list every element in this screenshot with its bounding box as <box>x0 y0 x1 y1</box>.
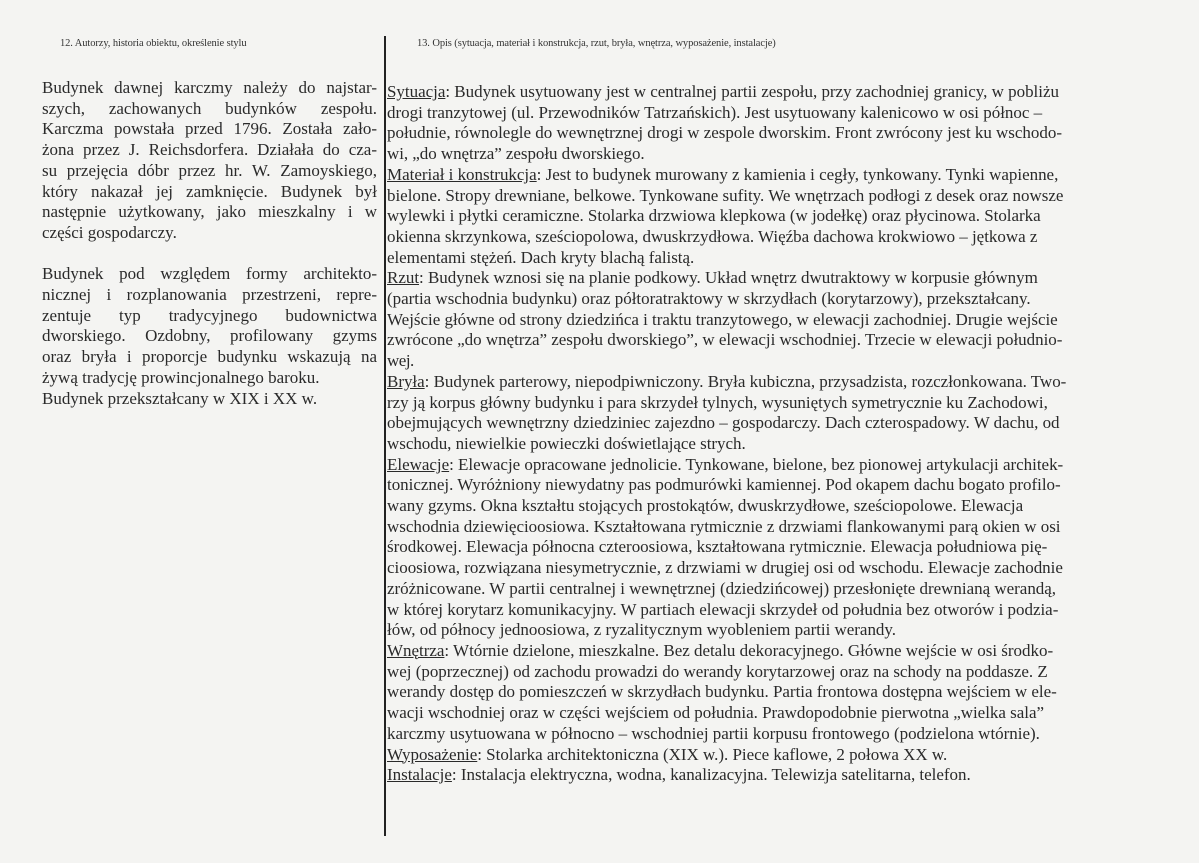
section-elewacje <box>387 455 1149 641</box>
section-text: drogi tranzytowej (ul. Przewodników Tatrzańskich). Jest usytuowany kalenicowo w osi północ – <box>387 102 1043 122</box>
text-line <box>387 351 1149 372</box>
text-line <box>387 745 1149 766</box>
section-wnętrza <box>387 641 1149 745</box>
section-text: : Budynek parterowy, niepodpiwniczony. Bryła kubiczna, przysadzista, rozczłonkowana. Two- <box>424 371 1067 391</box>
section-text: zwrócone „do wnętrza” zespołu dworskiego”, w elewacji wschodniej. Trzecie w elewacji południo- <box>387 330 1063 350</box>
text-line: szych, zachowanych budynków zespołu. <box>42 98 377 118</box>
section-text: werandy dostęp do pomieszczeń w skrzydłach budynku. Partia frontowa dostępna wejściem w ele- <box>387 682 1057 702</box>
section-text: obejmujących wewnętrzny dziedziniec zajezdno – gospodarczy. Dach czterospadowy. W dachu, od <box>387 413 1060 433</box>
section-label: Instalacje <box>387 765 452 785</box>
text-line <box>387 248 1149 269</box>
section-label: Wyposażenie <box>387 744 478 764</box>
text-line <box>387 82 1149 103</box>
text-line <box>387 579 1149 600</box>
right-column-header: 13. Opis (sytuacja, materiał i konstrukcja, rzut, bryła, wnętrza, wyposażenie, instalacje) <box>417 38 776 49</box>
section-materiał-i-konstrukcja <box>387 165 1149 269</box>
section-label: Sytuacja <box>387 82 446 101</box>
text-line <box>387 600 1149 621</box>
section-text: zróżnicowane. W partii centralnej i wewnętrznej (dziedzińcowej) przesłonięte drewnianą werandą, <box>387 578 1057 598</box>
history-paragraph <box>42 78 377 244</box>
section-text: w której korytarz komunikacyjny. W partiach elewacji skrzydeł od południa bez otworów i podzia- <box>387 599 1059 619</box>
section-text: : Budynek wznosi się na planie podkowy. Układ wnętrz dwutraktowy w korpusie głównym <box>419 268 1038 288</box>
style-paragraph <box>42 264 377 409</box>
section-wyposażenie <box>387 745 1149 766</box>
section-text: : Budynek usytuowany jest w centralnej partii zespołu, przy zachodniej granicy, w pobliżu <box>445 82 1059 101</box>
text-line <box>387 372 1149 393</box>
text-line <box>387 144 1149 165</box>
text-line: żywą tradycję prowincjonalnego baroku. <box>42 367 320 387</box>
section-rzut <box>387 268 1149 372</box>
section-text: Wejście główne od strony dziedzińca i traktu tranzytowego, w elewacji zachodniej. Drugie wejście <box>387 309 1058 329</box>
text-line: Budynek dawnej karczmy należy do najstar- <box>42 78 377 97</box>
text-line <box>387 413 1149 434</box>
section-bryła <box>387 372 1149 455</box>
section-label: Materiał i konstrukcja <box>387 164 537 184</box>
text-line <box>387 537 1149 558</box>
text-line: Budynek przekształcany w XIX i XX w. <box>42 388 318 408</box>
text-line <box>387 620 1149 641</box>
text-line: zentuje typ tradycyjnego budownictwa <box>42 305 377 325</box>
section-text: : Instalacja elektryczna, wodna, kanalizacyjna. Telewizja satelitarna, telefon. <box>451 765 971 785</box>
text-line: części gospodarczy. <box>42 222 177 242</box>
text-line <box>387 206 1149 227</box>
text-line <box>387 103 1149 124</box>
text-line <box>387 330 1149 351</box>
text-line <box>387 703 1149 724</box>
section-text: wschodu, niewielkie powieczki doświetlające strych. <box>387 433 746 453</box>
text-line: Karczma powstała przed 1796. Została zało- <box>42 119 377 139</box>
text-line <box>387 558 1149 579</box>
text-line: nicznej i rozplanowania przestrzeni, repre- <box>42 285 377 305</box>
section-text: wschodnia dziewięcioosiowa. Kształtowana rytmicznie z drzwiami flankowanymi parą okien w osi <box>387 516 1061 536</box>
text-line <box>387 165 1149 186</box>
text-line <box>387 434 1149 455</box>
text-line <box>387 496 1149 517</box>
section-text: tonicznej. Wyróżniony niewydatny pas podmurówki kamiennej. Pod okapem dachu bogato profilo- <box>387 475 1061 495</box>
text-line <box>387 289 1149 310</box>
section-text: : Elewacje opracowane jednolicie. Tynkowane, bielone, bez pionowej artykulacji architek- <box>449 454 1064 474</box>
section-text: środkowej. Elewacja północna czteroosiowa, kształtowana rytmicznie. Elewacja południowa pię- <box>387 537 1048 557</box>
section-text: południe, równolegle do wewnętrznej drogi w zespole dworskim. Front zwrócony jest ku wschodo- <box>387 123 1062 143</box>
text-line <box>387 475 1149 496</box>
left-column <box>42 78 377 409</box>
text-line <box>387 682 1149 703</box>
section-sytuacja <box>387 82 1149 165</box>
left-column-header: 12. Autorzy, historia obiektu, określenie stylu <box>60 38 247 49</box>
section-text: cioosiowa, rozwiązana niesymetrycznie, z drzwiami w drugiej osi od wschodu. Elewacje zachodnie <box>387 558 1063 578</box>
text-line <box>387 393 1149 414</box>
text-line: Budynek pod względem formy architekto- <box>42 264 377 284</box>
section-instalacje <box>387 765 1149 786</box>
section-text: wej. <box>387 351 414 371</box>
section-text: wacji wschodniej oraz w części wejściem od południa. Prawdopodobnie pierwotna „wielka sala” <box>387 703 1044 723</box>
section-label: Rzut <box>387 268 420 288</box>
section-text: łów, od północy jednoosiowa, z ryzalitycznym wyobleniem partii werandy. <box>387 620 896 640</box>
text-line <box>387 227 1149 248</box>
text-line <box>387 765 1149 786</box>
section-text: (partia wschodnia budynku) oraz półtoratraktowy w skrzydłach (korytarzowy), przekształcany. <box>387 289 1031 309</box>
section-text: : Jest to budynek murowany z kamienia i cegły, tynkowany. Tynki wapienne, <box>536 164 1059 184</box>
section-text: wej (poprzecznej) od zachodu prowadzi do werandy korytarzowej oraz na schody na poddasze. Z <box>387 661 1048 681</box>
section-text: rzy ją korpus główny budynku i para skrzydeł tylnych, wysuniętych symetrycznie ku Zachodowi, <box>387 392 1048 412</box>
text-line <box>387 123 1149 144</box>
section-text: : Wtórnie dzielone, mieszkalne. Bez detalu dekoracyjnego. Główne wejście w osi środko- <box>444 640 1054 660</box>
text-line <box>387 268 1149 289</box>
text-line <box>387 310 1149 331</box>
section-text: wylewki i płytki ceramiczne. Stolarka drzwiowa klepkowa (w jodełkę) oraz płycinowa. Stolarka <box>387 206 1041 226</box>
right-column <box>387 82 1149 786</box>
text-line: następnie użytkowany, jako mieszkalny i w <box>42 202 377 222</box>
text-line: żona przez J. Reichsdorfera. Działała do cza- <box>42 140 377 160</box>
column-divider <box>384 36 386 836</box>
text-line <box>387 517 1149 538</box>
text-line <box>387 641 1149 662</box>
section-text: elementami stężeń. Dach kryty blachą falistą. <box>387 247 695 267</box>
text-line <box>387 662 1149 683</box>
section-text: karczmy usytuowana w północno – wschodniej partii korpusu frontowego (podzielona wtórnie). <box>387 723 1040 743</box>
section-text: bielone. Stropy drewniane, belkowe. Tynkowane sufity. We wnętrzach podłogi z desek oraz nowsze <box>387 185 1064 205</box>
text-line <box>387 724 1149 745</box>
text-line: który nakazał jej zamknięcie. Budynek był <box>42 181 377 201</box>
text-line: dworskiego. Ozdobny, profilowany gzyms <box>42 326 377 346</box>
text-line: oraz bryła i proporcje budynku wskazują na <box>42 347 377 367</box>
section-label: Bryła <box>387 371 425 391</box>
section-text: wany gzyms. Okna kształtu stojących prostokątów, dwuskrzydłowe, sześciopolowe. Elewacja <box>387 496 1024 516</box>
section-text: wi, „do wnętrza” zespołu dworskiego. <box>387 144 645 164</box>
text-line <box>387 455 1149 476</box>
text-line <box>387 186 1149 207</box>
text-line: su przejęcia dóbr przez hr. W. Zamoyskiego, <box>42 160 377 180</box>
section-text: okienna skrzynkowa, sześciopolowa, dwuskrzydłowa. Więźba dachowa krokwiowo – jętkowa z <box>387 226 1038 246</box>
section-label: Wnętrza <box>387 640 445 660</box>
section-text: : Stolarka architektoniczna (XIX w.). Piece kaflowe, 2 połowa XX w. <box>477 744 948 764</box>
section-label: Elewacje <box>387 454 450 474</box>
